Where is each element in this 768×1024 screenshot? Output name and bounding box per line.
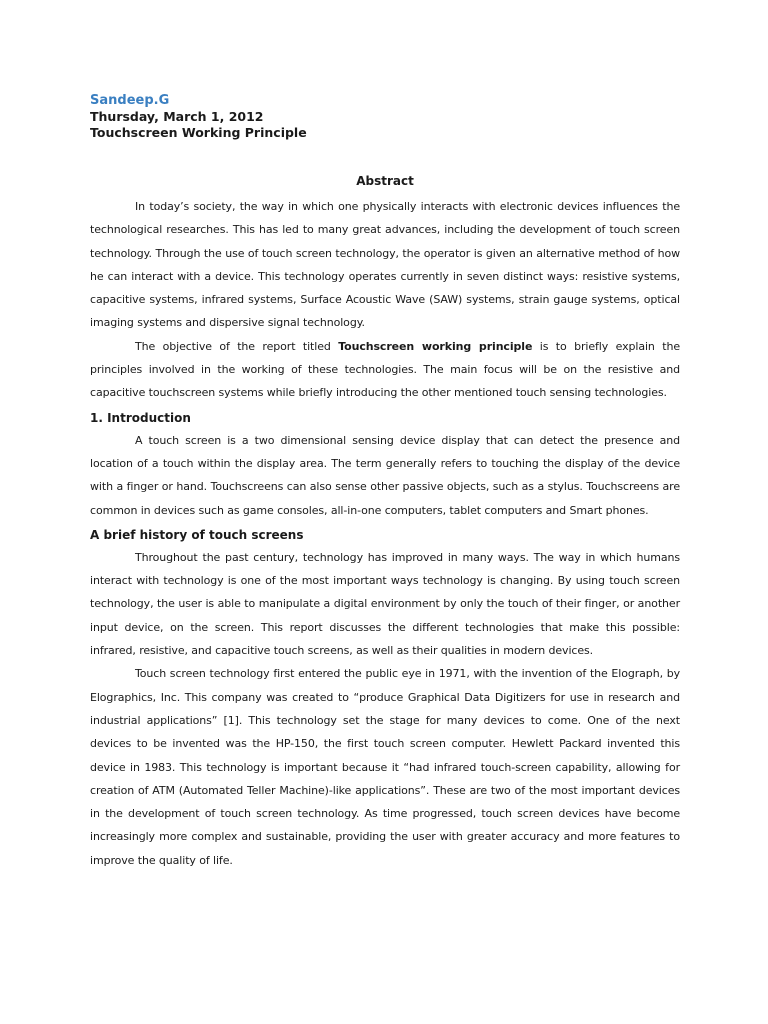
abstract-paragraph-1: In today’s society, the way in which one physically interacts with electronic devices influences the technological researches. This has led to many great advances, including the development of touch screen technology. Through the use of touch screen technology, the operator is given an alternative method of how he can interact with a device. This technology operates currently in seven distinct ways: resistive systems, capacitive systems, infrared systems, Surface Acoustic Wave (SAW) systems, strain gauge systems, optical imaging systems and dispersive signal technology. <box>90 200 680 330</box>
abstract-heading: Abstract <box>356 174 414 188</box>
author-name: Sandeep.G <box>90 93 170 108</box>
document-title: Touchscreen Working Principle <box>90 125 307 140</box>
report-title-emphasis: Touchscreen working principle <box>338 339 533 353</box>
history-heading: A brief history of touch screens <box>90 527 304 542</box>
history-paragraph-2: Touch screen technology first entered the public eye in 1971, with the invention of the Elograph, by Elographics, Inc. This company was created to “produce Graphical Data Digitizers for use in research and industrial applications” [1]. This technology set the stage for many devices to come. One of the next devices to be invented was the HP-150, the first touch screen computer. Hewlett Packard invented this device in 1983. This technology is important because it “had infrared touch-screen capability, allowing for creation of ATM (Automated Teller Machine)-like applications”. These are two of the most important devices in the development of touch screen technology. As time progressed, touch screen devices have become increasingly more complex and sustainable, providing the user with greater accuracy and more features to improve the quality of life. <box>90 667 680 867</box>
introduction-paragraph-1: A touch screen is a two dimensional sensing device display that can detect the presence and location of a touch within the display area. The term generally refers to touching the display of the device with a finger or hand. Touchscreens can also sense other passive objects, such as a stylus. Touchscreens are common in devices such as game consoles, all-in-one computers, tablet computers and Smart phones. <box>90 433 680 517</box>
abstract-p2-text-before: The objective of the report titled <box>135 339 339 353</box>
introduction-heading: 1. Introduction <box>90 410 191 425</box>
document-page <box>90 92 680 872</box>
history-paragraph-1: Throughout the past century, technology has improved in many ways. The way in which humans interact with technology is one of the most important ways technology is changing. By using touch screen technology, the user is able to manipulate a digital environment by only the touch of their finger, or another input device, on the screen. This report discusses the different technologies that make this possible: infrared, resistive, and capacitive touch screens, as well as their qualities in modern devices. <box>90 550 680 658</box>
document-date: Thursday, March 1, 2012 <box>90 109 264 124</box>
abstract-paragraph-2 <box>90 335 680 405</box>
abstract-p2-text-after: is to briefly explain the principles involved in the working of these technologies. The main focus will be on the resistive and capacitive touchscreen systems while briefly introducing the other mentioned touch sensing technologies. <box>90 339 680 400</box>
